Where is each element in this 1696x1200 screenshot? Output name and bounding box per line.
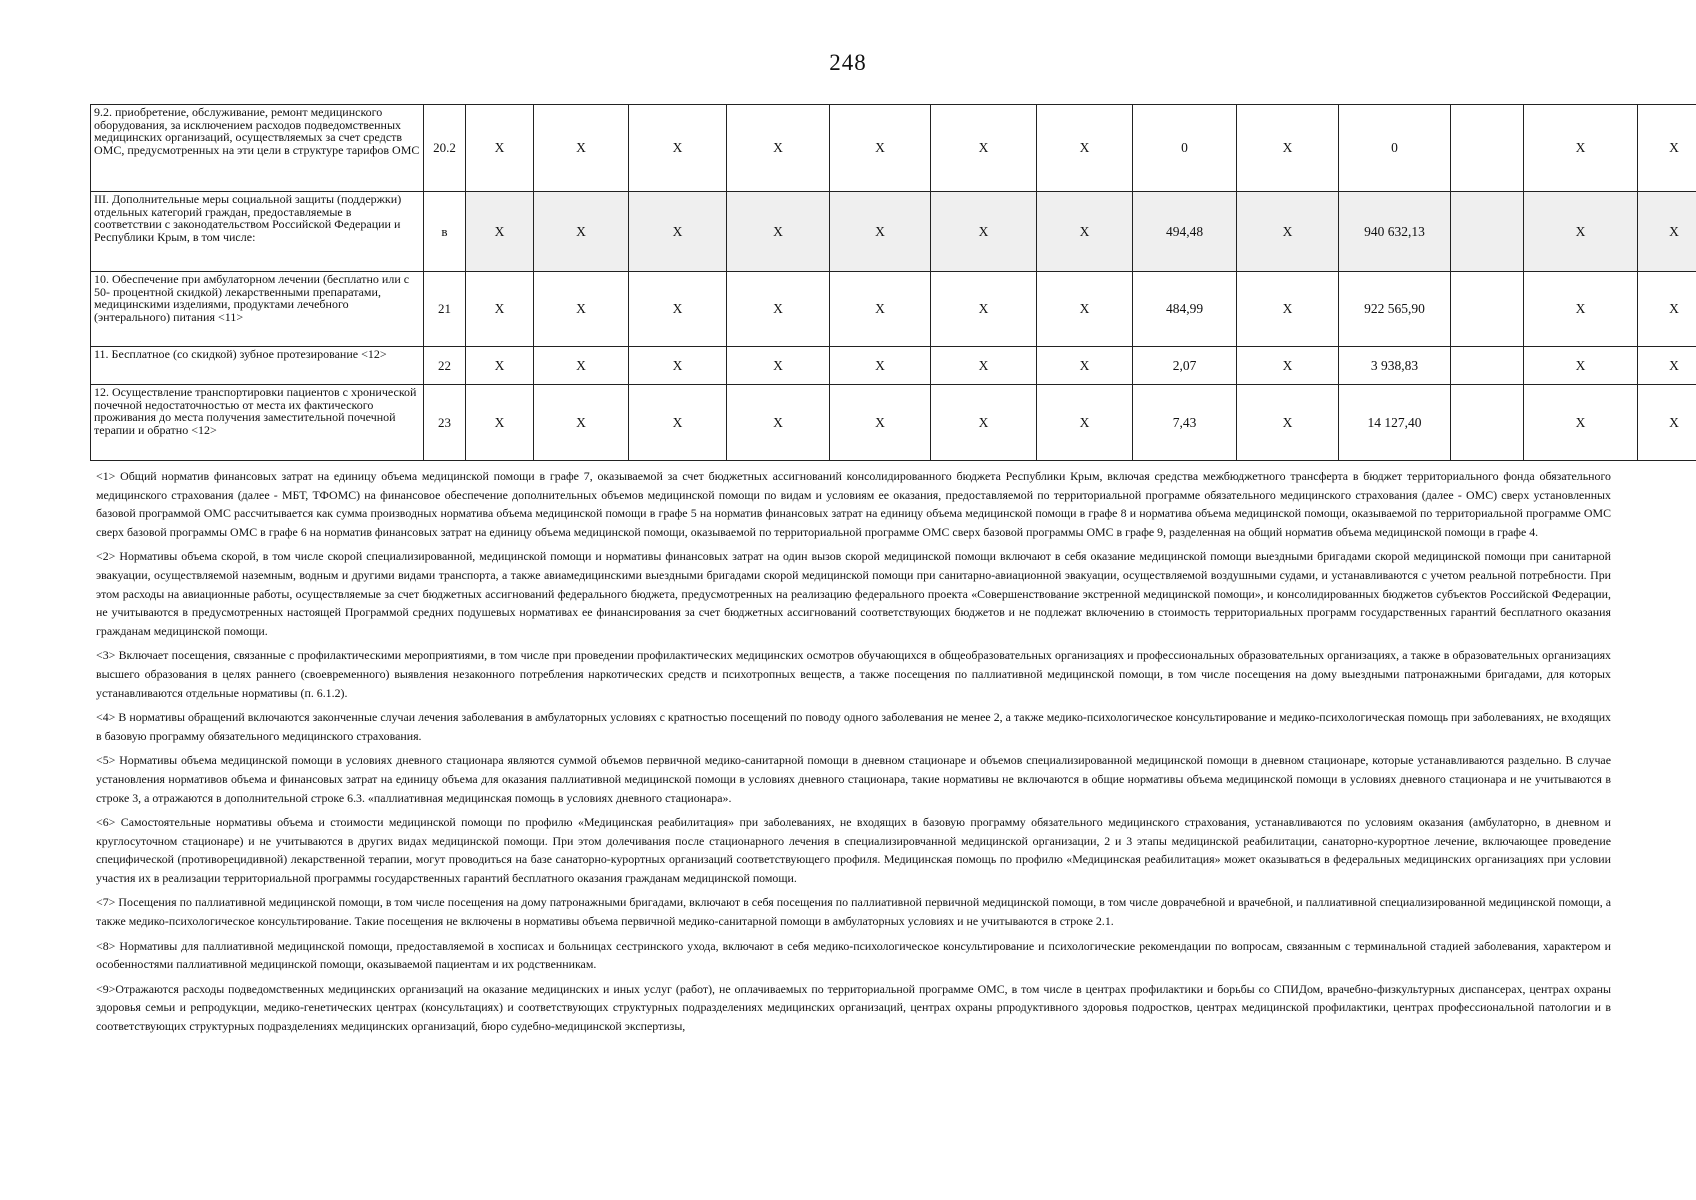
footnote-7: <7> Посещения по паллиативной медицинской помощи, в том числе посещения на дому патронажными бригадами, включают в себя посещения по паллиативной первичной медицинской помощи, в том числе доврачебной и врачебной, и паллиативной специализированной медицинской помощи, а также медико-психологическое консультирование. Такие посещения не включены в нормативы объема первичной медико-санитарной помощи в амбулаторных условиях и не учитываются в строке 2.1. — [96, 895, 1611, 929]
table-cell: X — [1638, 385, 1696, 461]
table-cell: X — [1524, 192, 1638, 272]
row-label: 10. Обеспечение при амбулаторном лечении (бесплатно или с 50- процентной скидкой) лекарственными препаратами, медицинскими изделиями, продуктами лечебного (энтерального) питания <11> — [91, 272, 424, 347]
table-cell: X — [727, 385, 830, 461]
table-cell: X — [830, 105, 931, 192]
row-label: 12. Осуществление транспортировки пациентов с хронической почечной недостаточностью от места их фактического проживания до места получения заместительной почечной терапии и обратно <12> — [91, 385, 424, 461]
table-cell: X — [931, 272, 1037, 347]
table-cell: X — [1037, 272, 1133, 347]
table-cell: X — [466, 347, 534, 385]
table-cell — [1451, 272, 1524, 347]
table-cell: X — [931, 385, 1037, 461]
table-row — [91, 347, 1696, 385]
table-cell: X — [629, 385, 727, 461]
table-cell: X — [1037, 347, 1133, 385]
row-number: 22 — [424, 347, 466, 385]
financing-table — [90, 104, 1696, 461]
table-cell: X — [466, 105, 534, 192]
footnote-8: <8> Нормативы для паллиативной медицинской помощи, предоставляемой в хосписах и больницах сестринского ухода, включают в себя медико-психологическое консультирование и психологические рекомендации по вопросам, связанным с терминальной стадией заболевания, характером и особенностями паллиативной медицинской помощи, оказываемой пациентам и их родственникам. — [96, 938, 1611, 972]
table-cell: X — [830, 192, 931, 272]
table-row — [91, 385, 1696, 461]
table-cell: 484,99 — [1133, 272, 1237, 347]
table-cell: X — [1524, 347, 1638, 385]
table-cell: X — [727, 105, 830, 192]
table-row — [91, 192, 1696, 272]
table-cell: X — [727, 347, 830, 385]
table-cell: X — [534, 347, 629, 385]
row-number: 20.2 — [424, 105, 466, 192]
table-cell: X — [1237, 385, 1339, 461]
row-number: 21 — [424, 272, 466, 347]
table-cell: X — [1638, 347, 1696, 385]
table-cell: X — [1037, 385, 1133, 461]
table-cell: X — [1237, 192, 1339, 272]
row-label: 11. Бесплатное (со скидкой) зубное протезирование <12> — [91, 347, 424, 385]
table-cell: 0 — [1339, 105, 1451, 192]
table-cell: 14 127,40 — [1339, 385, 1451, 461]
table-cell: X — [931, 192, 1037, 272]
table-cell: X — [1638, 272, 1696, 347]
page-number: 248 — [829, 50, 867, 75]
table-cell: X — [1524, 385, 1638, 461]
table-cell: X — [534, 272, 629, 347]
table-cell: 0 — [1133, 105, 1237, 192]
table-cell: X — [629, 105, 727, 192]
footnote-1: <1> Общий норматив финансовых затрат на единицу объема медицинской помощи в графе 7, оказываемой за счет бюджетных ассигнований консолидированного бюджета Республики Крым, включая средства межбюджетного трансферта в бюджет территориального фонда обязательного медицинского страхования (далее - МБТ, ТФОМС) на финансовое обеспечение дополнительных объемов медицинской помощи по видам и условиям ее оказания, предоставляемой по территориальной программе обязательного медицинского страхования (далее - ОМС) сверх установленных базовой программой ОМС рассчитывается как сумма производных норматива объема медицинской помощи в графе 5 на норматив финансовых затрат на единицу объема медицинской помощи в графе 8 и норматива объема медицинской помощи, оказываемой по территориальной программе ОМС сверх базовой программы ОМС в графе 6 на норматив финансовых затрат на единицу объема медицинской помощи, оказываемой по территориальной программе ОМС сверх базовой программы ОМС в графе 9, разделенная на общий норматив объема медицинской помощи в графе 4. — [96, 469, 1611, 539]
table-cell: 2,07 — [1133, 347, 1237, 385]
table-cell: 3 938,83 — [1339, 347, 1451, 385]
table-row — [91, 105, 1696, 192]
table-cell: X — [830, 272, 931, 347]
table-cell: 922 565,90 — [1339, 272, 1451, 347]
footnote-3: <3> Включает посещения, связанные с профилактическими мероприятиями, в том числе при проведении профилактических медицинских осмотров обучающихся в общеобразовательных организациях и профессиональных образовательных организациях, а также в образовательных организациях высшего образования в целях раннего (своевременного) выявления незаконного потребления наркотических средств и психотропных веществ, а также посещения по паллиативной медицинской помощи, в том числе посещения на дому выездными патронажными бригадами, для которых устанавливаются отдельные нормативы (п. 6.1.2). — [96, 648, 1611, 700]
footnote-2: <2> Нормативы объема скорой, в том числе скорой специализированной, медицинской помощи и нормативы финансовых затрат на один вызов скорой медицинской помощи включают в себя оказание медицинской помощи выездными бригадами скорой медицинской помощи при санитарной эвакуации, осуществляемой наземным, водным и другими видами транспорта, а также авиамедицинскими выездными бригадами скорой медицинской помощи при санитарно-авиационной эвакуации, осуществляемой воздушными судами, и устанавливаются с учетом реальной потребности. При этом расходы на авиационные работы, осуществляемые за счет бюджетных ассигнований федерального бюджета, предусмотренных на реализацию федерального проекта «Совершенствование экстренной медицинской помощи», и консолидированных бюджетов субъектов Российской Федерации, не учитываются в предусмотренных настоящей Программой средних подушевых нормативах ее финансирования за счет бюджетных ассигнований соответствующих бюджетов и не подлежат включению в стоимость территориальных программ государственных гарантий бесплатного оказания гражданам медицинской помощи. — [96, 549, 1611, 638]
table-cell: X — [534, 192, 629, 272]
table-cell: X — [931, 347, 1037, 385]
footnote-4: <4> В нормативы обращений включаются законченные случаи лечения заболевания в амбулаторных условиях с кратностью посещений по поводу одного заболевания не менее 2, а также медико-психологическое консультирование и медико-психологическая помощь при заболеваниях, не входящих в базовую программу обязательного медицинского страхования. — [96, 710, 1611, 743]
table-cell — [1451, 105, 1524, 192]
table-cell: X — [1037, 192, 1133, 272]
table-cell: X — [466, 192, 534, 272]
table-row — [91, 272, 1696, 347]
footnote-5: <5> Нормативы объема медицинской помощи в условиях дневного стационара являются суммой объемов первичной медико-санитарной помощи в дневном стационаре и объемов специализированной медицинской помощи в дневном стационаре, которые устанавливаются раздельно. В случае установления нормативов объема и финансовых затрат на единицу объема для оказания паллиативной медицинской помощи в условиях дневного стационара, такие нормативы не включаются в общие нормативы объема медицинской помощи в условиях дневного стационара и не учитываются в строке 3, а отражаются в дополнительной строке 6.3. «паллиативная медицинская помощь в условиях дневного стационара». — [96, 753, 1611, 805]
table-cell: X — [727, 272, 830, 347]
table-cell: 940 632,13 — [1339, 192, 1451, 272]
table-cell: X — [1638, 105, 1696, 192]
table-cell — [1451, 347, 1524, 385]
table-cell — [1451, 385, 1524, 461]
table-cell: X — [466, 272, 534, 347]
table-cell: X — [629, 347, 727, 385]
table-cell: X — [629, 272, 727, 347]
table-cell: X — [534, 105, 629, 192]
table-cell: X — [1524, 272, 1638, 347]
row-label: III. Дополнительные меры социальной защиты (поддержки) отдельных категорий граждан, предоставляемые в соответствии с законодательством Российской Федерации и Республики Крым, в том числе: — [91, 192, 424, 272]
table-cell: X — [1237, 347, 1339, 385]
row-number: 23 — [424, 385, 466, 461]
table-cell: X — [1638, 192, 1696, 272]
table-cell: X — [1524, 105, 1638, 192]
table-cell: X — [830, 347, 931, 385]
footnotes — [96, 467, 1611, 1040]
row-label: 9.2. приобретение, обслуживание, ремонт медицинского оборудования, за исключением расходов подведомственных медицинских организаций, осуществляемых за счет средств ОМС, предусмотренных на эти цели в структуре тарифов ОМС — [91, 105, 424, 192]
table-cell: X — [534, 385, 629, 461]
footnote-9: <9>Отражаются расходы подведомственных медицинских организаций на оказание медицинских и иных услуг (работ), не оплачиваемых по территориальной программе ОМС, в том числе в центрах профилактики и борьбы со СПИДом, врачебно-физкультурных диспансерах, центрах охраны здоровья семьи и репродукции, медико-генетических центрах (консультациях) и соответствующих структурных подразделениях медицинских организаций, центрах охраны рпродуктивного здоровья подростков, центрах медицинской профилактики, центрах профессиональной патологии и в соответствующих структурных подразделениях медицинских организаций, бюро судебно-медицинской экспертизы, — [96, 981, 1611, 1034]
table-cell: X — [830, 385, 931, 461]
table-cell: 7,43 — [1133, 385, 1237, 461]
table-cell — [1451, 192, 1524, 272]
table-cell: 494,48 — [1133, 192, 1237, 272]
table-cell: X — [629, 192, 727, 272]
table-cell: X — [466, 385, 534, 461]
row-number: в — [424, 192, 466, 272]
footnote-6: <6> Самостоятельные нормативы объема и стоимости медицинской помощи по профилю «Медицинская реабилитация» при заболеваниях, не входящих в базовую программу обязательного медицинского страхования, устанавливаются по условиям оказания (амбулаторно, в дневном и круглосуточном стационаре) и не учитываются в других видах медицинской помощи. При этом долечивания после стационарного лечения в специализировчанной медицинской организации, 2 и 3 этапы медицинской реабилитации, санаторно-курортное лечение, включающее проведение специфической (противорецидивной) лекарственной терапии, могут проводиться на базе санаторно-курортных организаций соответствующего профиля. Медицинская помощь по профилю «Медицинская реабилитация» может оказываться в федеральных медицинских организациях при условии участия их в реализации территориальной программы государственных гарантий бесплатного оказания гражданам медицинской помощи. — [96, 815, 1611, 885]
table-cell: X — [931, 105, 1037, 192]
table-cell: X — [727, 192, 830, 272]
table-cell: X — [1037, 105, 1133, 192]
table-cell: X — [1237, 272, 1339, 347]
table-cell: X — [1237, 105, 1339, 192]
